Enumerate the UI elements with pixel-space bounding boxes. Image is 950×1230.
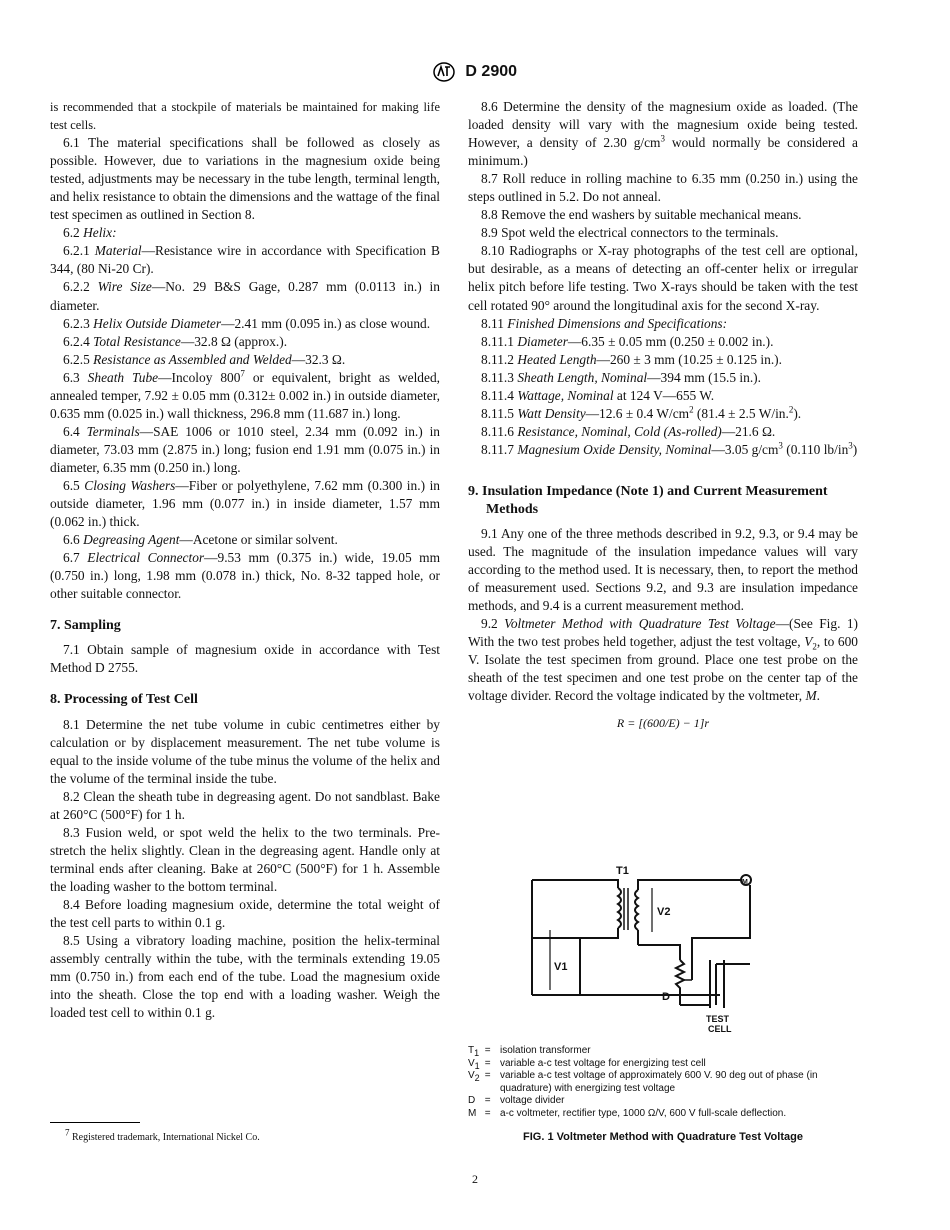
paragraph-8-11-3: 8.11.3 Sheath Length, Nominal—394 mm (15.5 in.). bbox=[481, 369, 761, 385]
paragraph-8-11-2: 8.11.2 Heated Length—260 ± 3 mm (10.25 ± 0.125 in.). bbox=[481, 351, 782, 367]
paragraph-8-11-1: 8.11.1 Diameter—6.35 ± 0.05 mm (0.250 ± 0.002 in.). bbox=[481, 333, 774, 349]
paragraph-6-6: 6.6 Degreasing Agent—Acetone or similar solvent. bbox=[63, 532, 338, 548]
label-v2: V2 bbox=[657, 906, 671, 918]
paragraph-8-8: 8.8 Remove the end washers by suitable mechanical means. bbox=[481, 207, 802, 223]
legend-item: V2 = variable a-c test voltage of approximately 600 V. 90 deg out of phase (in quadrature) with energizing test voltage bbox=[468, 1070, 818, 1094]
paragraph-6-3: 6.3 Sheath Tube—Incoloy $800^7$ or equivalent, bright as welded, annealed temper, 7.92 ± 0.05 mm (0.312± 0.002 in.) in outside diameter, 0.635 mm (0.025 in.) wall thickness, 296.8 mm (11.687 in.) long. bbox=[50, 368, 440, 421]
page-header bbox=[0, 62, 950, 82]
paragraph: is recommended that a stockpile of materials be maintained for making life test cells. bbox=[50, 100, 440, 133]
footnote-ref: 7 bbox=[240, 368, 245, 379]
label-t1: T1 bbox=[616, 865, 629, 877]
paragraph-6-7: 6.7 Electrical Connector—9.53 mm (0.375 in.) wide, 19.05 mm (0.750 in.) long, 1.98 mm (0.078 in.) thick, No. 8-32 tapped hole, or other suitable connector. bbox=[50, 550, 440, 602]
label-v1: V1 bbox=[554, 961, 568, 973]
label-d: D bbox=[662, 991, 670, 1003]
section-heading-8: 8. Processing of Test Cell bbox=[50, 692, 198, 708]
paragraph-8-1: 8.1 Determine the net tube volume in cubic centimetres either by calculation or by displacement measurement. The net tube volume is equal to the inside volume of the tube minus the volume of the helix and the volume of the terminal inside the tube. bbox=[50, 716, 440, 786]
paragraph-8-7: 8.7 Roll reduce in rolling machine to 6.35 mm (0.250 in.) using the steps outlined in 5.2. Do not anneal. bbox=[468, 171, 858, 205]
paragraph-8-9: 8.9 Spot weld the electrical connectors to the terminals. bbox=[481, 225, 779, 241]
footnote-divider bbox=[50, 1122, 140, 1123]
paragraph-8-2: 8.2 Clean the sheath tube in degreasing agent. Do not sandblast. Bake at 260°C (500°F) for 1 h. bbox=[50, 788, 440, 822]
paragraph-6-4: 6.4 Terminals—SAE 1006 or 1010 steel, 2.34 mm (0.092 in.) in diameter, 73.03 mm (2.875 in.) long; fusion end 1.91 mm (0.075 in.) in diameter, 6.35 mm (0.250 in.) long. bbox=[50, 423, 440, 475]
paragraph-6-1: 6.1 The material specifications shall be followed as closely as possible. However, due to variations in the magnesium oxide being tested, adjustments may be necessary in the tube length, terminal length, and helix resistance to obtain the dimensions and the wattage of the final test specimen as outlined in Section 8. bbox=[50, 135, 440, 223]
paragraph-8-11-4: 8.11.4 Wattage, Nominal at 124 V—655 W. bbox=[481, 387, 715, 403]
label-test: TEST bbox=[706, 1014, 730, 1024]
circuit-diagram bbox=[520, 860, 760, 1035]
paragraph-9-1: 9.1 Any one of the three methods described in 9.2, 9.3, or 9.4 may be used. The magnitude of the insulation impedance values will vary according to the method used. It is necessary, then, to report the method of measurement used. Sections 9.2, and 9.3 are insulation impedance methods, and 9.4 is a current measurement method. bbox=[468, 526, 858, 614]
left-column bbox=[50, 98, 440, 1022]
paragraph-8-4: 8.4 Before loading magnesium oxide, determine the total weight of the test cell parts to within 0.1 g. bbox=[50, 896, 440, 931]
legend-item: M = a-c voltmeter, rectifier type, 1000 Ω/V, 600 V full-scale deflection. bbox=[468, 1107, 787, 1119]
paragraph-8-11-7: 8.11.7 Magnesium Oxide Density, Nominal—3.05 $g/cm^3$ (0.110 $lb/in^3$) bbox=[481, 440, 858, 457]
legend-item: D = voltage divider bbox=[468, 1095, 565, 1106]
paragraph-6-5: 6.5 Closing Washers—Fiber or polyethylene, 7.62 mm (0.300 in.) in outside diameter, 1.96 mm (0.077 in.) in inside diameter, 1.57 mm (0.062 in.) thick. bbox=[50, 477, 440, 530]
paragraph-8-10: 8.10 Radiographs or X-ray photographs of the test cell are optional, but desirable, as a means of detecting an off-center helix or irregular helix pitch before life testing. Two X-rays should be taken with the test cell rotated 90° around the longitudinal axis for the second X-ray. bbox=[468, 243, 858, 313]
page-number: 2 bbox=[472, 1172, 478, 1186]
figure-legend bbox=[468, 1045, 858, 1120]
equation: R = [(600/E) − 1]r bbox=[616, 715, 710, 730]
label-cell: CELL bbox=[708, 1024, 732, 1034]
paragraph-8-11-6: 8.11.6 Resistance, Nominal, Cold (As-rolled)—21.6 Ω. bbox=[481, 423, 776, 439]
paragraph-8-5: 8.5 Using a vibratory loading machine, position the helix-terminal assembly centrally within the tube, with the terminals extending 19.05 mm (0.750 in.) from each end of the tube. Load the magnesium oxide into the sheath. Close the top end with a loading washer. Weigh the loaded test cell to within 0.1 g. bbox=[50, 933, 440, 1021]
paragraph-8-6: 8.6 Determine the density of the magnesium oxide as loaded. (The loaded density will vary with the magnesium oxide being tested. However, a density of 2.30 $g/cm^3$ would normally be considered a minimum.) bbox=[468, 99, 858, 169]
paragraph-6-2: 6.2 Helix: bbox=[63, 225, 117, 241]
right-column bbox=[468, 98, 858, 738]
paragraph-6-2-3: 6.2.3 Helix Outside Diameter—2.41 mm (0.095 in.) as close wound. bbox=[63, 315, 431, 331]
paragraph-6-2-2: 6.2.2 Wire Size—No. 29 B&S Gage, 0.287 mm (0.0113 in.) in diameter. bbox=[50, 279, 440, 313]
paragraph-6-2-1: 6.2.1 Material—Resistance wire in accordance with Specification B 344, (80 Ni-20 Cr). bbox=[50, 243, 440, 277]
label-m: M bbox=[742, 879, 748, 886]
paragraph-8-3: 8.3 Fusion weld, or spot weld the helix to the two terminals. Pre-stretch the helix slightly. Clean in the degreasing agent. Handle only at terminal ends after cleaning. Bake at 260°C (500°F) for 1 h. Assemble the loading washer to the bottom terminal. bbox=[50, 824, 440, 894]
standard-code: D 2900 bbox=[465, 63, 518, 81]
legend-item: V1 = variable a-c test voltage for energizing test cell bbox=[468, 1057, 706, 1071]
section-heading-7: 7. Sampling bbox=[50, 618, 121, 634]
paragraph-8-11-5: 8.11.5 Watt Density—12.6 ± 0.4 $W/cm^2$ (81.4 ± 2.5 W/in.$^2$). bbox=[481, 404, 802, 421]
astm-logo-icon bbox=[433, 62, 455, 82]
paragraph-8-11: 8.11 Finished Dimensions and Specifications: bbox=[481, 315, 728, 331]
figure-caption: FIG. 1 Voltmeter Method with Quadrature Test Voltage bbox=[523, 1131, 803, 1143]
paragraph-7-1: 7.1 Obtain sample of magnesium oxide in accordance with Test Method D 2755. bbox=[50, 642, 440, 676]
legend-item: T1 = isolation transformer bbox=[468, 1045, 591, 1058]
paragraph-9-2: 9.2 Voltmeter Method with Quadrature Test Voltage—(See Fig. 1) With the two test probes held together, adjust the test voltage, $V_2$, to 600 V. Isolate the test specimen from ground. Place one test probe on the sheath of the test specimen and one test probe on the center tap of the voltage divider. Record the voltage indicated by the voltmeter, M. bbox=[468, 616, 858, 704]
paragraph-6-2-5: 6.2.5 Resistance as Assembled and Welded—32.3 Ω. bbox=[63, 351, 346, 367]
paragraph-6-2-4: 6.2.4 Total Resistance—32.8 Ω (approx.). bbox=[63, 333, 288, 349]
footnote: 7 Registered trademark, International Nickel Co. bbox=[65, 1127, 260, 1143]
section-heading-9: 9. Insulation Impedance (Note 1) and Current Measurement Methods bbox=[468, 483, 828, 517]
